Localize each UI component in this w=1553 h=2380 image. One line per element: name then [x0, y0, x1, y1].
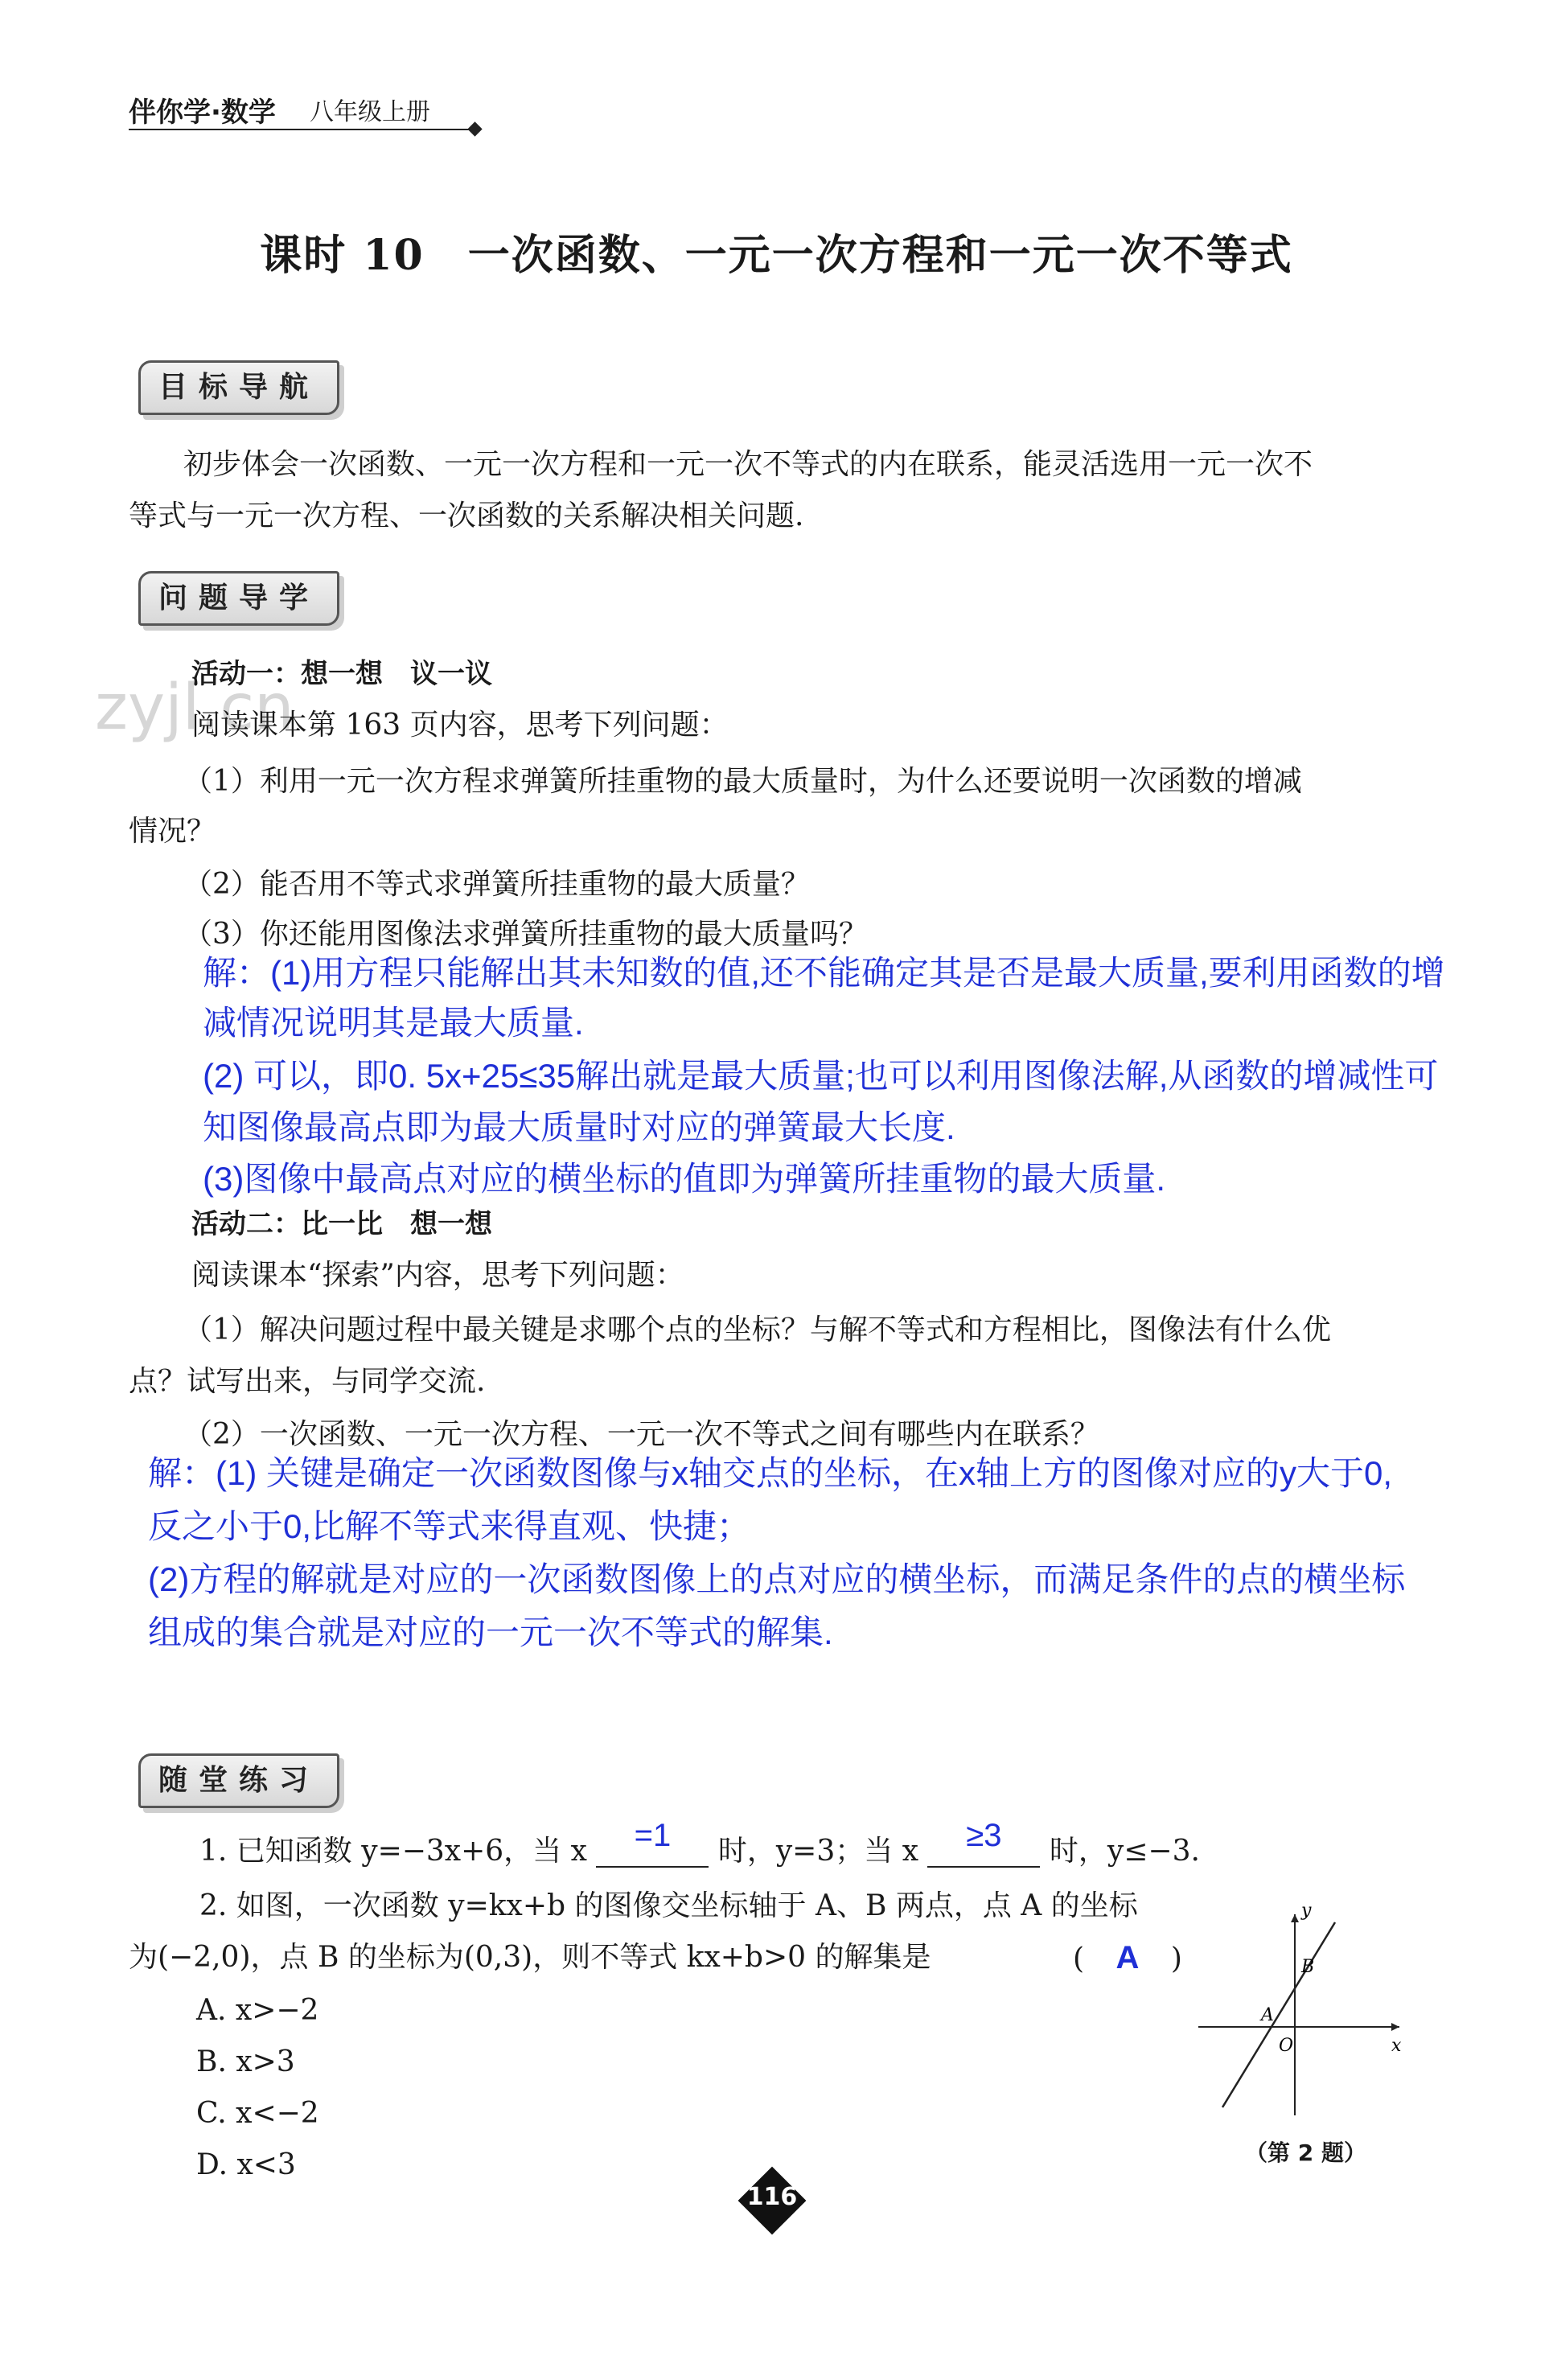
- practice-q2-option-c: C. x<−2: [196, 2097, 319, 2130]
- practice-q2-option-d: D. x<3: [196, 2148, 296, 2181]
- practice-q2-line2: 为(−2,0)，点 B 的坐标为(0,3)，则不等式 kx+b>0 的解集是: [129, 1941, 931, 1974]
- activity1-answer-line1: 解：(1)用方程只能解出其未知数的值,还不能确定其是否是最大质量,要利用函数的增: [203, 954, 1445, 992]
- page-title: 课时 10 一次函数、一元一次方程和一元一次不等式: [260, 231, 1293, 280]
- figure-label-x: x: [1391, 2036, 1402, 2056]
- practice-q2-figure: [1182, 1898, 1424, 2123]
- practice-q1-blank2: [927, 1818, 1040, 1868]
- practice-q2-paren-close: ): [1170, 1942, 1182, 1975]
- activity2-q2: （2）一次函数、一元一次方程、一元一次不等式之间有哪些内在联系？: [183, 1418, 1099, 1451]
- figure-function-line: [1222, 1922, 1335, 2107]
- activity2-answer-line4: 组成的集合就是对应的一元一次不等式的解集.: [148, 1613, 833, 1651]
- activity1-answer-line5: (3)图像中最高点对应的横坐标的值即为弹簧所挂重物的最大质量.: [203, 1160, 1166, 1198]
- practice-q1-prefix: 1. 已知函数 y=−3x+6，当 x: [199, 1835, 587, 1868]
- practice-q2-answer: A: [1115, 1940, 1140, 1975]
- section-goal-label: 目标导航: [138, 360, 339, 415]
- header-book-title: 伴你学·数学: [129, 97, 276, 129]
- activity1-q1-line2: 情况？: [129, 815, 216, 848]
- activity1-intro: 阅读课本第 163 页内容，思考下列问题：: [191, 709, 729, 742]
- practice-q2-paren: [1073, 1942, 1182, 1975]
- practice-q2-line1: 2. 如图，一次函数 y=kx+b 的图像交坐标轴于 A、B 两点，点 A 的坐标: [199, 1889, 1138, 1922]
- header-grade: 八年级上册: [310, 98, 430, 126]
- practice-q1-answer2: ≥3: [966, 1818, 1002, 1853]
- practice-q1-suffix: 时，y≤−3.: [1049, 1835, 1200, 1868]
- activity1-q1-line1: （1）利用一元一次方程求弹簧所挂重物的最大质量时，为什么还要说明一次函数的增减: [183, 765, 1302, 798]
- watermark: zyjl.cn: [95, 672, 294, 744]
- practice-q2-option-a: A. x>−2: [196, 1994, 319, 2027]
- activity2-q1-line2: 点？试写出来，与同学交流.: [129, 1365, 486, 1398]
- figure-label-b: B: [1301, 1957, 1315, 1977]
- page-number-badge: [738, 2167, 806, 2234]
- header-rule: [129, 129, 475, 130]
- practice-q1-answer1: =1: [634, 1818, 672, 1853]
- practice-q1-mid: 时，y=3；当 x: [717, 1835, 918, 1868]
- activity1-answer-line2: 减情况说明其是最大质量.: [203, 1004, 584, 1042]
- activity1-answer-line4: 知图像最高点即为最大质量时对应的弹簧最大长度.: [203, 1108, 955, 1146]
- activity2-answer-line1: 解：(1) 关键是确定一次函数图像与x轴交点的坐标，在x轴上方的图像对应的y大于0,: [148, 1454, 1393, 1492]
- section-guide-label: 问题导学: [138, 571, 339, 626]
- practice-q1: [199, 1818, 1200, 1868]
- activity1-answer-line3: (2) 可以，即0. 5x+25≤35解出就是最大质量;也可以利用图像法解,从函数的增减性可: [203, 1057, 1439, 1095]
- activity1-q3: （3）你还能用图像法求弹簧所挂重物的最大质量吗？: [183, 918, 868, 951]
- goal-text-line2: 等式与一元一次方程、一次函数的关系解决相关问题.: [129, 499, 804, 532]
- activity2-intro: 阅读课本“探索”内容，思考下列问题：: [191, 1259, 684, 1292]
- activity1-q2: （2）能否用不等式求弹簧所挂重物的最大质量？: [183, 868, 810, 901]
- figure-caption: （第 2 题）: [1245, 2140, 1366, 2166]
- activity2-answer-line2: 反之小于0,比解不等式来得直观、快捷；: [148, 1507, 751, 1545]
- section-practice-label: 随堂练习: [138, 1753, 339, 1808]
- activity2-answer-line3: (2)方程的解就是对应的一次函数图像上的点对应的横坐标，而满足条件的点的横坐标: [148, 1560, 1406, 1598]
- activity1-heading: 活动一：想一想 议一议: [191, 658, 492, 690]
- practice-q2-paren-open: (: [1073, 1942, 1085, 1975]
- page-number: 116: [746, 2183, 798, 2211]
- figure-y-arrow-icon: [1291, 1914, 1299, 1922]
- goal-text-line1: 初步体会一次函数、一元一次方程和一元一次不等式的内在联系，能灵活选用一元一次不: [183, 448, 1313, 481]
- figure-label-o: O: [1279, 2036, 1294, 2056]
- activity2-heading: 活动二：比一比 想一想: [191, 1208, 492, 1240]
- practice-q1-blank1: [596, 1818, 709, 1868]
- figure-label-a: A: [1261, 2005, 1274, 2025]
- figure-label-y: y: [1301, 1901, 1312, 1921]
- practice-q2-option-b: B. x>3: [196, 2045, 295, 2078]
- activity2-q1-line1: （1）解决问题过程中最关键是求哪个点的坐标？与解不等式和方程相比，图像法有什么优: [183, 1313, 1331, 1346]
- header-diamond-icon: [467, 121, 482, 136]
- figure-x-arrow-icon: [1391, 2023, 1399, 2031]
